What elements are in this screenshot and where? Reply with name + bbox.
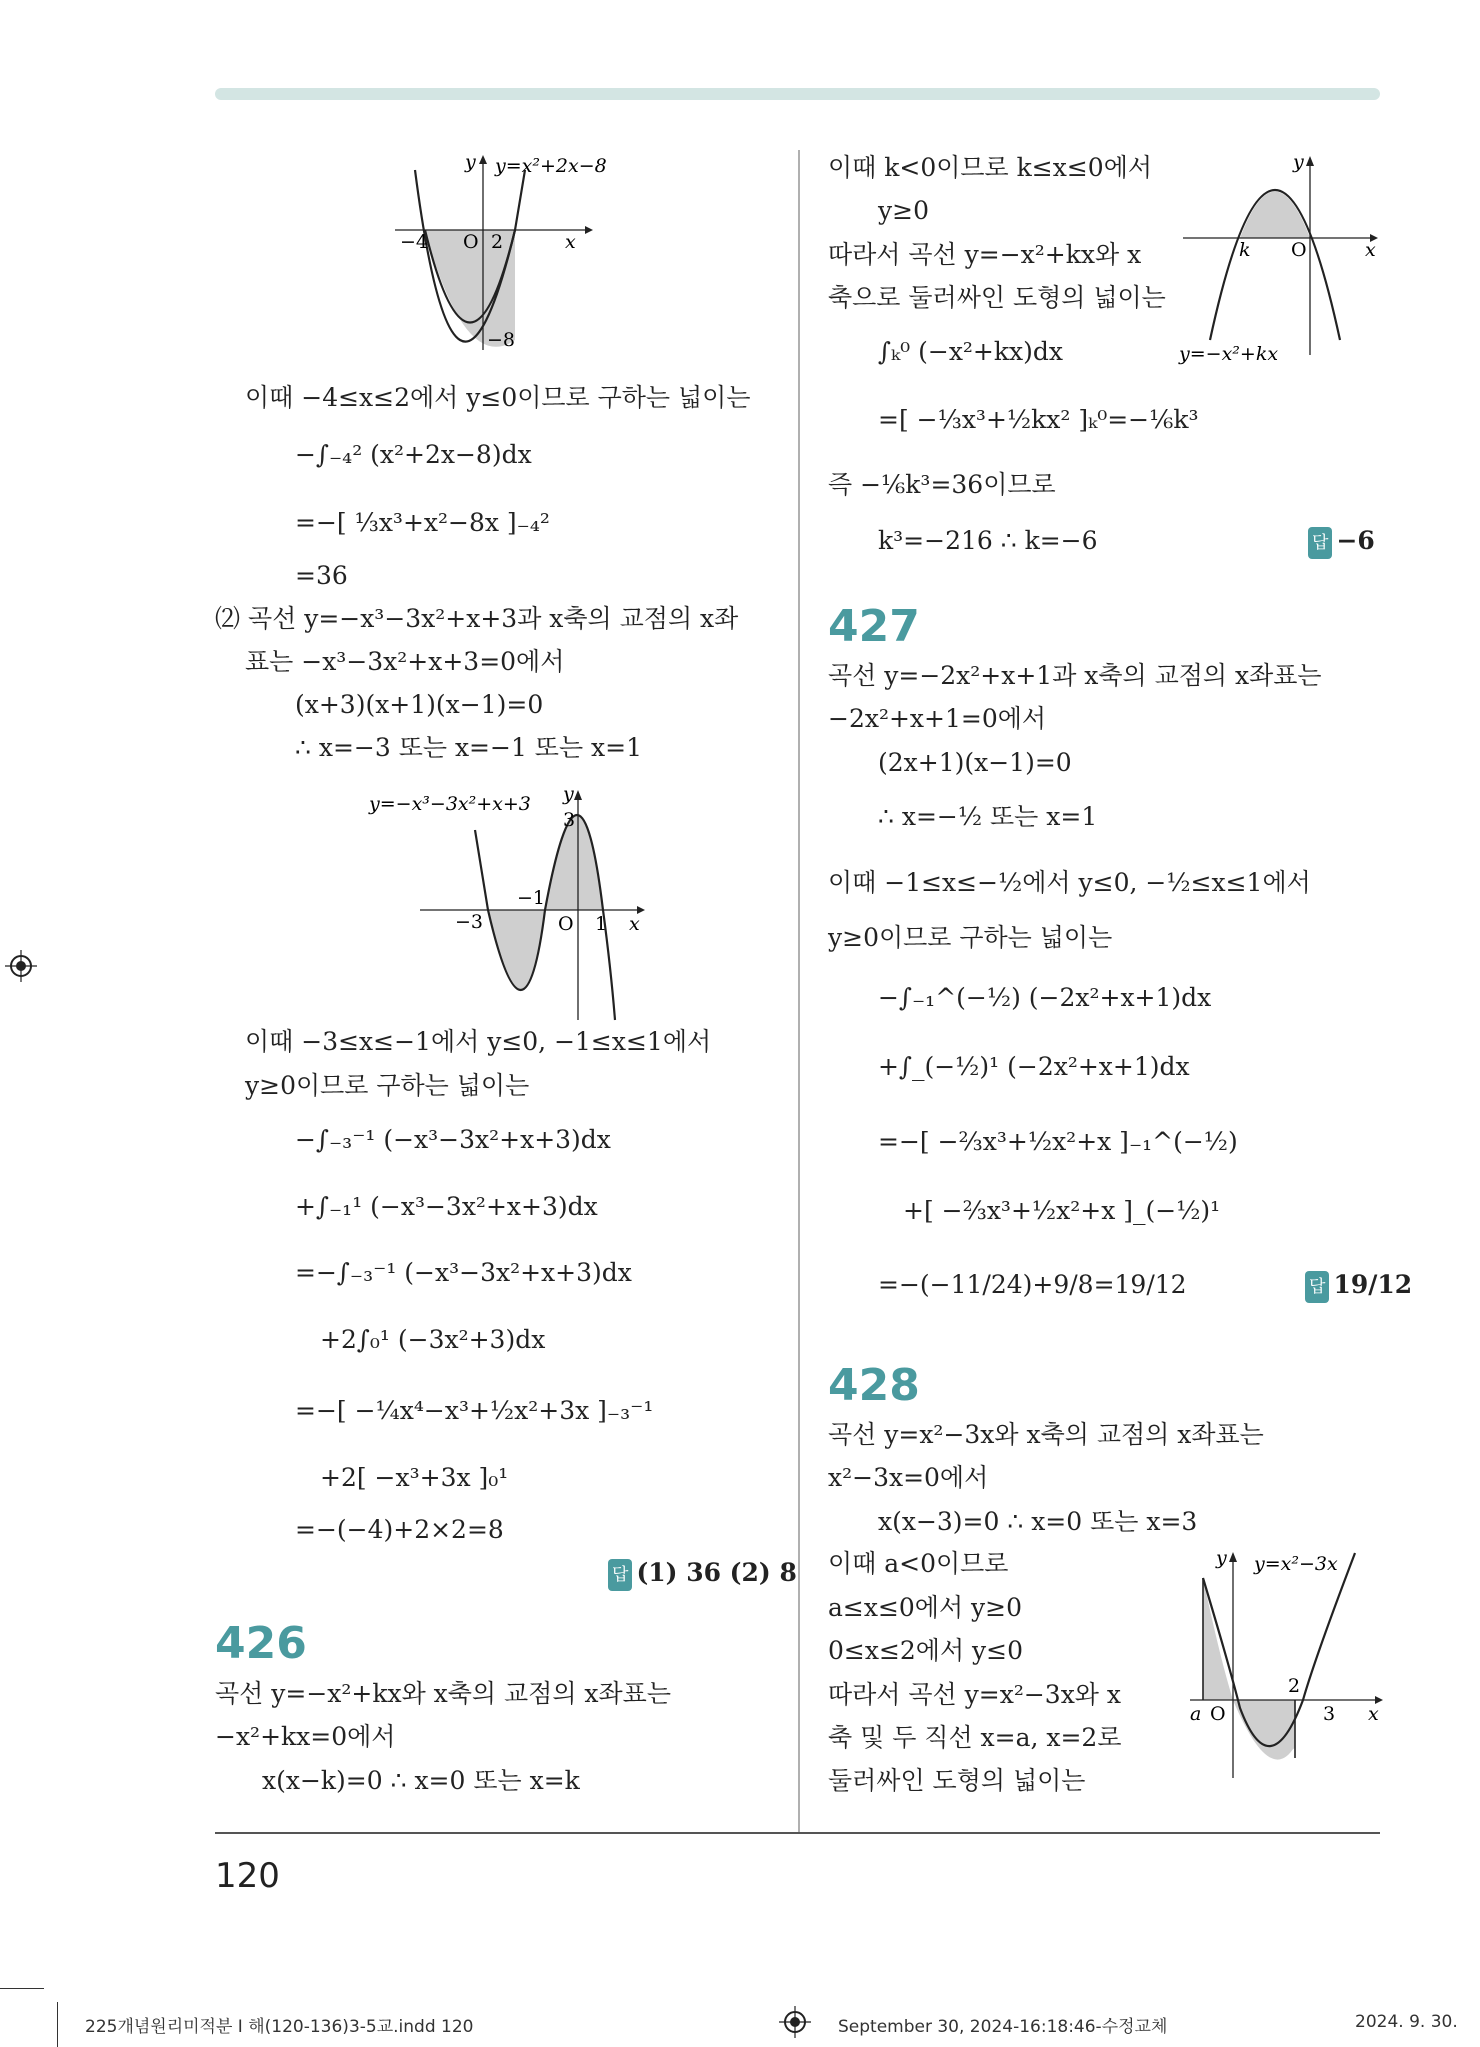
right-line-8: k³=−216 ∴ k=−6 <box>878 526 1098 555</box>
left-line-14: +2∫₀¹ (−3x²+3)dx <box>320 1325 546 1354</box>
g4-y: y <box>1216 1547 1227 1569</box>
left-line-20: x(x−k)=0 ∴ x=0 또는 x=k <box>262 1766 580 1795</box>
g4-x: x <box>1368 1703 1379 1725</box>
left-line-13: =−∫₋₃⁻¹ (−x³−3x²+x+3)dx <box>295 1258 632 1287</box>
answer-427 <box>1305 1270 1412 1303</box>
g2-c: 1 <box>595 913 608 935</box>
right-line-12: ∴ x=−½ 또는 x=1 <box>878 802 1098 831</box>
answer-426 <box>1308 526 1375 559</box>
footer-date: 2024. 9. 30. <box>1355 2012 1458 2032</box>
graph-cubic <box>365 780 655 1020</box>
g1-y: y <box>465 151 476 173</box>
g2-o: O <box>558 913 574 935</box>
left-line-15: =−[ −¼x⁴−x³+½x²+3x ]₋₃⁻¹ <box>295 1396 654 1425</box>
right-line-7: 즉 −⅙k³=36이므로 <box>828 470 1056 499</box>
answer-tag: 답 <box>608 1559 632 1591</box>
right-line-6: =[ −⅓x³+½kx² ]ₖ⁰=−⅙k³ <box>878 405 1199 434</box>
page-number: 120 <box>215 1856 280 1896</box>
answer-425 <box>608 1558 797 1591</box>
g3-eq: y=−x²+kx <box>1179 343 1279 365</box>
right-line-17: =−[ −⅔x³+½x²+x ]₋₁^(−½) <box>878 1127 1238 1156</box>
problem-number-426: 426 <box>215 1618 307 1669</box>
top-decor-bar <box>215 88 1380 100</box>
answer-value: 19/12 <box>1333 1270 1413 1299</box>
right-line-15: −∫₋₁^(−½) (−2x²+x+1)dx <box>878 983 1212 1012</box>
crop-mark-vertical <box>57 2002 58 2047</box>
g2-b: −1 <box>517 887 546 909</box>
footer-stamp: September 30, 2024-16:18:46-수정교체 <box>838 2017 1168 2037</box>
g2-eq: y=−x³−3x²+x+3 <box>369 793 531 815</box>
right-line-20: 곡선 y=x²−3x와 x축의 교점의 x좌표는 <box>828 1420 1264 1449</box>
right-line-14: y≥0이므로 구하는 넓이는 <box>828 923 1113 952</box>
right-line-28: 둘러싸인 도형의 넓이는 <box>828 1766 1086 1795</box>
right-line-27: 축 및 두 직선 x=a, x=2로 <box>828 1723 1122 1752</box>
right-line-26: 따라서 곡선 y=x²−3x와 x <box>828 1680 1121 1709</box>
graph-parabola-428 <box>1190 1548 1390 1778</box>
answer-tag: 답 <box>1305 1271 1329 1303</box>
left-line-18: 곡선 y=−x²+kx와 x축의 교점의 x좌표는 <box>215 1679 671 1708</box>
bottom-rule <box>215 1832 1380 1834</box>
right-line-4: 축으로 둘러싸인 도형의 넓이는 <box>828 283 1166 312</box>
g4-o: O <box>1210 1703 1226 1725</box>
g2-d: 3 <box>563 809 576 831</box>
g3-k: k <box>1239 239 1251 261</box>
left-line-12: +∫₋₁¹ (−x³−3x²+x+3)dx <box>295 1192 598 1221</box>
left-line-4: =36 <box>295 561 348 590</box>
right-line-22: x(x−3)=0 ∴ x=0 또는 x=3 <box>878 1507 1198 1536</box>
right-line-13: 이때 −1≤x≤−½에서 y≤0, −½≤x≤1에서 <box>828 868 1311 897</box>
g1-o: O <box>463 231 479 253</box>
right-line-5: ∫ₖ⁰ (−x²+kx)dx <box>878 337 1063 366</box>
g4-c: 3 <box>1323 1703 1336 1725</box>
left-line-11: −∫₋₃⁻¹ (−x³−3x²+x+3)dx <box>295 1125 611 1154</box>
g4-a: a <box>1190 1703 1202 1725</box>
crop-mark <box>0 1988 44 1989</box>
left-line-2: −∫₋₄² (x²+2x−8)dx <box>295 440 532 469</box>
right-line-21: x²−3x=0에서 <box>828 1463 989 1492</box>
right-line-16: +∫_(−½)¹ (−2x²+x+1)dx <box>878 1052 1190 1081</box>
column-divider <box>798 150 800 1833</box>
answer-tag: 답 <box>1308 527 1332 559</box>
right-line-9: 곡선 y=−2x²+x+1과 x축의 교점의 x좌표는 <box>828 661 1322 690</box>
graph-parabola-1 <box>395 150 635 360</box>
g2-x: x <box>629 913 640 935</box>
g1-eq: y=x²+2x−8 <box>495 155 607 177</box>
g4-b: 2 <box>1288 1675 1301 1697</box>
answer-value: −6 <box>1336 526 1375 555</box>
right-line-24: a≤x≤0에서 y≥0 <box>828 1593 1023 1622</box>
left-line-1: 이때 −4≤x≤2에서 y≤0이므로 구하는 넓이는 <box>245 383 751 412</box>
left-line-6: 표는 −x³−3x²+x+3=0에서 <box>245 647 565 676</box>
g3-x: x <box>1365 239 1376 261</box>
left-line-7: (x+3)(x+1)(x−1)=0 <box>295 690 544 719</box>
problem-number-427: 427 <box>828 601 920 652</box>
left-line-17: =−(−4)+2×2=8 <box>295 1515 504 1544</box>
right-line-10: −2x²+x+1=0에서 <box>828 704 1047 733</box>
right-line-2: y≥0 <box>878 196 929 225</box>
registration-mark-bottom <box>779 2006 811 2038</box>
g2-a: −3 <box>455 911 484 933</box>
right-line-1: 이때 k<0이므로 k≤x≤0에서 <box>828 153 1152 182</box>
right-line-25: 0≤x≤2에서 y≤0 <box>828 1636 1024 1665</box>
right-line-23: 이때 a<0이므로 <box>828 1549 1009 1578</box>
left-line-3: =−[ ⅓x³+x²−8x ]₋₄² <box>295 508 550 537</box>
left-line-8: ∴ x=−3 또는 x=−1 또는 x=1 <box>295 733 642 762</box>
left-line-10: y≥0이므로 구하는 넓이는 <box>245 1071 530 1100</box>
right-line-3: 따라서 곡선 y=−x²+kx와 x <box>828 240 1142 269</box>
problem-number-428: 428 <box>828 1360 920 1411</box>
g3-y: y <box>1293 151 1304 173</box>
registration-mark-left <box>5 950 37 982</box>
left-line-19: −x²+kx=0에서 <box>215 1722 396 1751</box>
graph-parabola-k <box>1175 150 1385 370</box>
right-line-18: +[ −⅔x³+½x²+x ]_(−½)¹ <box>903 1196 1221 1225</box>
g3-o: O <box>1291 239 1307 261</box>
left-line-9: 이때 −3≤x≤−1에서 y≤0, −1≤x≤1에서 <box>245 1027 712 1056</box>
g1-c: −8 <box>487 329 516 351</box>
answer-value: (1) 36 (2) 8 <box>636 1558 797 1587</box>
right-line-11: (2x+1)(x−1)=0 <box>878 748 1072 777</box>
footer-file: 225개념원리미적분 I 해(120-136)3-5교.indd 120 <box>85 2017 474 2037</box>
g1-a: −4 <box>400 231 429 253</box>
g2-y: y <box>563 783 574 805</box>
g4-eq: y=x²−3x <box>1254 1553 1338 1575</box>
left-line-16: +2[ −x³+3x ]₀¹ <box>320 1463 509 1492</box>
right-line-19: =−(−11/24)+9/8=19/12 <box>878 1270 1187 1299</box>
left-line-5: ⑵ 곡선 y=−x³−3x²+x+3과 x축의 교점의 x좌 <box>215 604 739 633</box>
g1-b: 2 <box>491 231 504 253</box>
g1-x: x <box>565 231 576 253</box>
